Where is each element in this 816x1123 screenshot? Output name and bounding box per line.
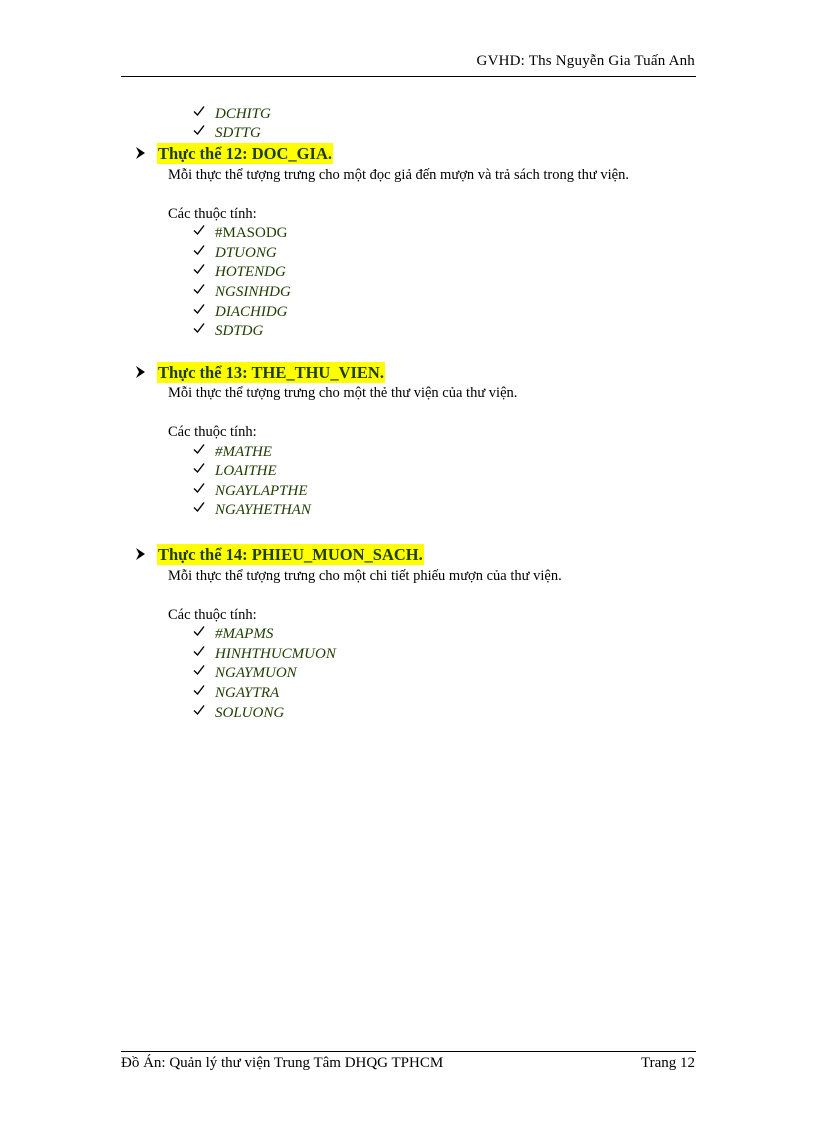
footer-project-title: Đồ Án: Quản lý thư viện Trung Tâm DHQG TPHCM	[121, 1055, 444, 1071]
list-item	[193, 104, 271, 124]
checkmark-icon	[193, 124, 205, 136]
entity-heading-14	[133, 543, 424, 565]
attribute-name: NGAYTRA	[215, 684, 280, 701]
list-item	[193, 683, 279, 703]
entity-description: Mỗi thực thể tượng trưng cho một thẻ thư viện của thư viện.	[168, 385, 518, 401]
checkmark-icon	[193, 664, 205, 676]
attribute-name: #MATHE	[215, 443, 272, 460]
checkmark-icon	[193, 625, 205, 637]
attributes-label: Các thuộc tính:	[168, 424, 257, 440]
list-item	[193, 500, 311, 520]
list-item	[193, 321, 263, 341]
checkmark-icon	[193, 645, 205, 657]
list-item	[193, 282, 291, 302]
entity-heading-13	[133, 361, 385, 383]
header-rule	[121, 76, 696, 77]
attribute-name: SDTDG	[215, 322, 264, 339]
attribute-name: SOLUONG	[215, 704, 285, 721]
checkmark-icon	[193, 501, 205, 513]
attribute-name: SDTTG	[215, 124, 261, 141]
checkmark-icon	[193, 244, 205, 256]
entity-heading-12	[133, 142, 333, 164]
attributes-label: Các thuộc tính:	[168, 607, 257, 623]
list-item	[193, 461, 277, 481]
list-item	[193, 262, 286, 282]
attribute-name: HINHTHUCMUON	[215, 645, 336, 662]
arrow-bullet-icon	[133, 547, 147, 561]
attribute-name: HOTENDG	[215, 263, 286, 280]
entity-description: Mỗi thực thể tượng trưng cho một đọc giả đến mượn và trả sách trong thư viện.	[168, 167, 629, 183]
attributes-label: Các thuộc tính:	[168, 206, 257, 222]
checkmark-icon	[193, 263, 205, 275]
attribute-name: NGSINHDG	[215, 283, 291, 300]
attribute-name: NGAYLAPTHE	[215, 482, 308, 499]
list-item	[193, 243, 277, 263]
checkmark-icon	[193, 482, 205, 494]
attribute-name: DTUONG	[215, 244, 277, 261]
list-item	[193, 644, 336, 664]
checkmark-icon	[193, 224, 205, 236]
entity-description: Mỗi thực thể tượng trưng cho một chi tiết phiếu mượn của thư viện.	[168, 568, 562, 584]
checkmark-icon	[193, 704, 205, 716]
entity-title: Thực thể 13: THE_THU_VIEN.	[158, 362, 384, 382]
checkmark-icon	[193, 322, 205, 334]
attribute-name: NGAYHETHAN	[215, 501, 311, 518]
entity-title: Thực thể 12: DOC_GIA.	[158, 143, 332, 163]
list-item	[193, 442, 272, 462]
arrow-bullet-icon	[133, 365, 147, 379]
attribute-name: #MASODG	[215, 224, 288, 241]
footer-rule	[121, 1051, 696, 1052]
list-item	[193, 663, 297, 683]
arrow-bullet-icon	[133, 146, 147, 160]
list-item	[193, 223, 288, 243]
list-item	[193, 624, 273, 644]
page-number: Trang 12	[640, 1055, 695, 1071]
list-item	[193, 481, 308, 501]
checkmark-icon	[193, 443, 205, 455]
attribute-name: DCHITG	[215, 105, 271, 122]
entity-title: Thực thể 14: PHIEU_MUON_SACH.	[158, 544, 423, 564]
attribute-name: DIACHIDG	[215, 303, 288, 320]
checkmark-icon	[193, 105, 205, 117]
attribute-name: NGAYMUON	[215, 664, 297, 681]
attribute-name: #MAPMS	[215, 625, 274, 642]
checkmark-icon	[193, 303, 205, 315]
checkmark-icon	[193, 684, 205, 696]
list-item	[193, 703, 284, 723]
checkmark-icon	[193, 462, 205, 474]
list-item	[193, 123, 261, 143]
attribute-name: LOAITHE	[215, 462, 277, 479]
checkmark-icon	[193, 283, 205, 295]
header-advisor: GVHD: Ths Nguyễn Gia Tuấn Anh	[476, 53, 695, 69]
list-item	[193, 302, 288, 322]
